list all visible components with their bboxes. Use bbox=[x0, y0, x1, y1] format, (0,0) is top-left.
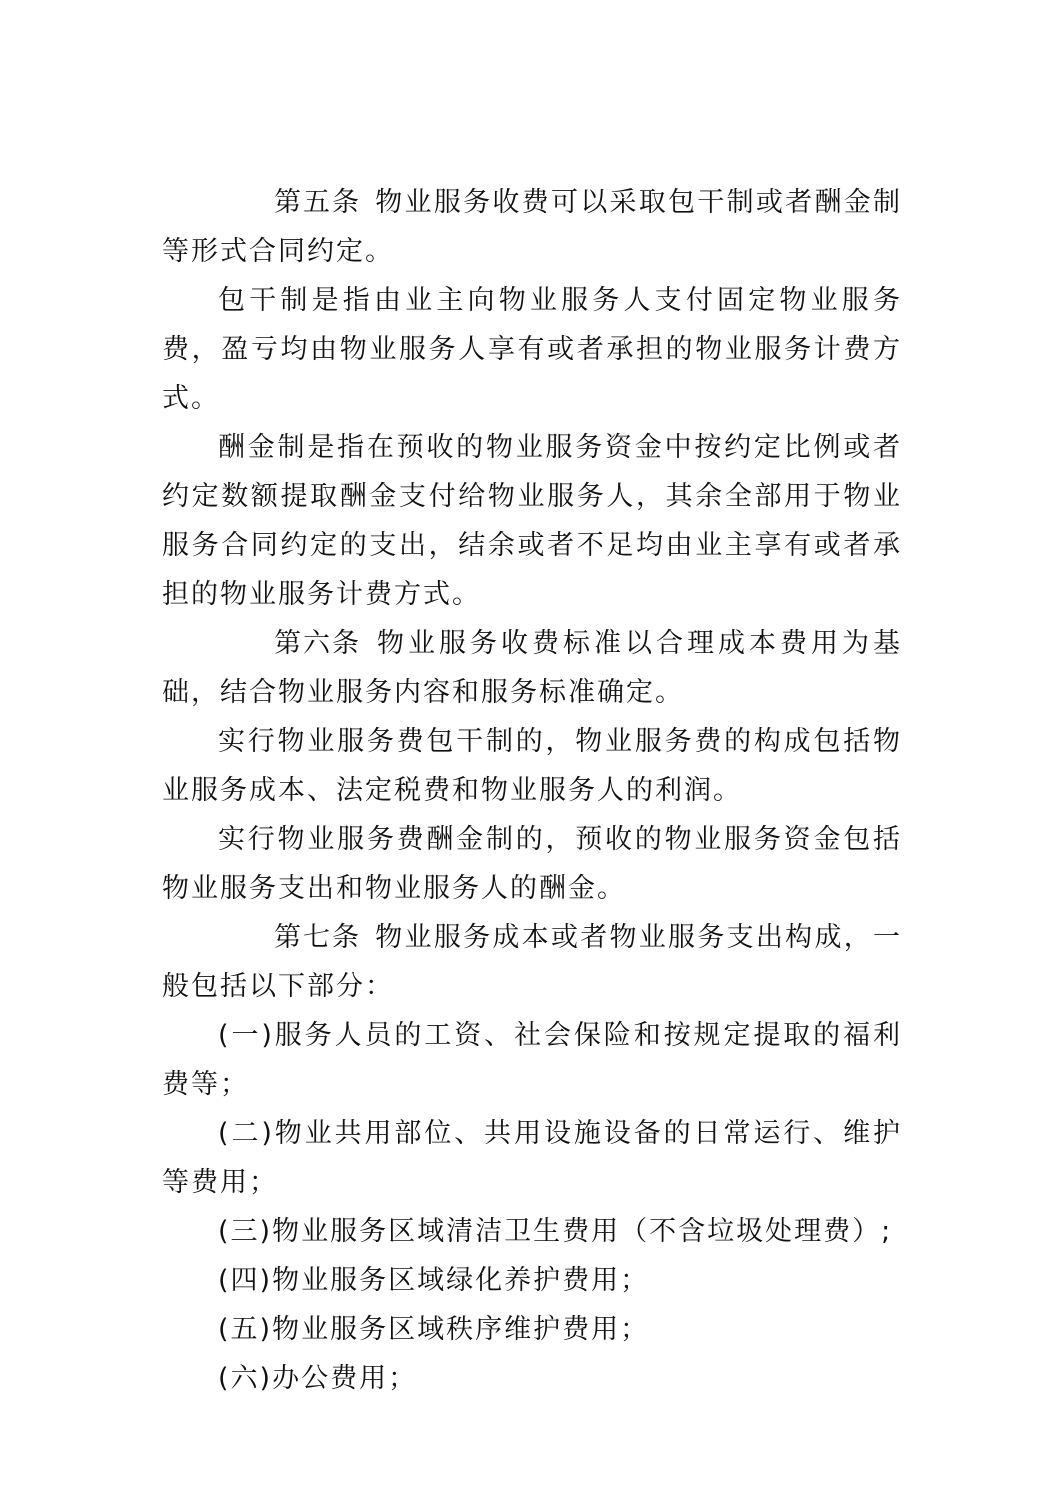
paragraph-lump-sum-composition bbox=[162, 717, 902, 815]
paragraph-text: 物业服务收费可以采取包干制或者酬金制等形式合同约定。 bbox=[162, 187, 902, 267]
list-item-2 bbox=[162, 1109, 902, 1207]
paragraph-text: 实行物业服务费酬金制的，预收的物业服务资金包括物业服务支出和物业服务人的酬金。 bbox=[162, 824, 902, 904]
list-item-5 bbox=[162, 1305, 902, 1354]
list-item-4 bbox=[162, 1256, 902, 1305]
article-heading: 第六条 bbox=[274, 628, 361, 659]
article-heading: 第五条 bbox=[274, 187, 361, 218]
paragraph-lump-sum-definition bbox=[162, 276, 902, 423]
list-item-text: (五)物业服务区域秩序维护费用； bbox=[218, 1314, 650, 1345]
list-item-text: (一)服务人员的工资、社会保险和按规定提取的福利费等； bbox=[162, 1020, 902, 1100]
article-heading: 第七条 bbox=[274, 922, 361, 953]
list-item-text: (六)办公费用； bbox=[218, 1363, 418, 1394]
list-item-text: (三)物业服务区域清洁卫生费用（不含垃圾处理费）; bbox=[218, 1216, 893, 1247]
list-item-3 bbox=[162, 1207, 902, 1256]
paragraph-text: 物业服务收费标准以合理成本费用为基础，结合物业服务内容和服务标准确定。 bbox=[162, 628, 902, 708]
paragraph-text: 包干制是指由业主向物业服务人支付固定物业服务费，盈亏均由物业服务人享有或者承担的物业服务计费方式。 bbox=[162, 285, 902, 414]
list-item-text: (四)物业服务区域绿化养护费用； bbox=[218, 1265, 650, 1296]
paragraph-article-6 bbox=[162, 619, 902, 717]
document-page bbox=[162, 178, 902, 1403]
list-item-text: (二)物业共用部位、共用设施设备的日常运行、维护等费用； bbox=[162, 1118, 902, 1198]
list-item-6 bbox=[162, 1354, 902, 1403]
paragraph-commission-composition bbox=[162, 815, 902, 913]
paragraph-text: 实行物业服务费包干制的，物业服务费的构成包括物业服务成本、法定税费和物业服务人的利润。 bbox=[162, 726, 902, 806]
paragraph-text: 物业服务成本或者物业服务支出构成，一般包括以下部分： bbox=[162, 922, 902, 1002]
paragraph-commission-definition bbox=[162, 423, 902, 619]
list-item-1 bbox=[162, 1011, 902, 1109]
paragraph-article-7 bbox=[162, 913, 902, 1011]
paragraph-article-5 bbox=[162, 178, 902, 276]
paragraph-text: 酬金制是指在预收的物业服务资金中按约定比例或者约定数额提取酬金支付给物业服务人，其余全部用于物业服务合同约定的支出，结余或者不足均由业主享有或者承担的物业服务计费方式。 bbox=[162, 432, 902, 610]
